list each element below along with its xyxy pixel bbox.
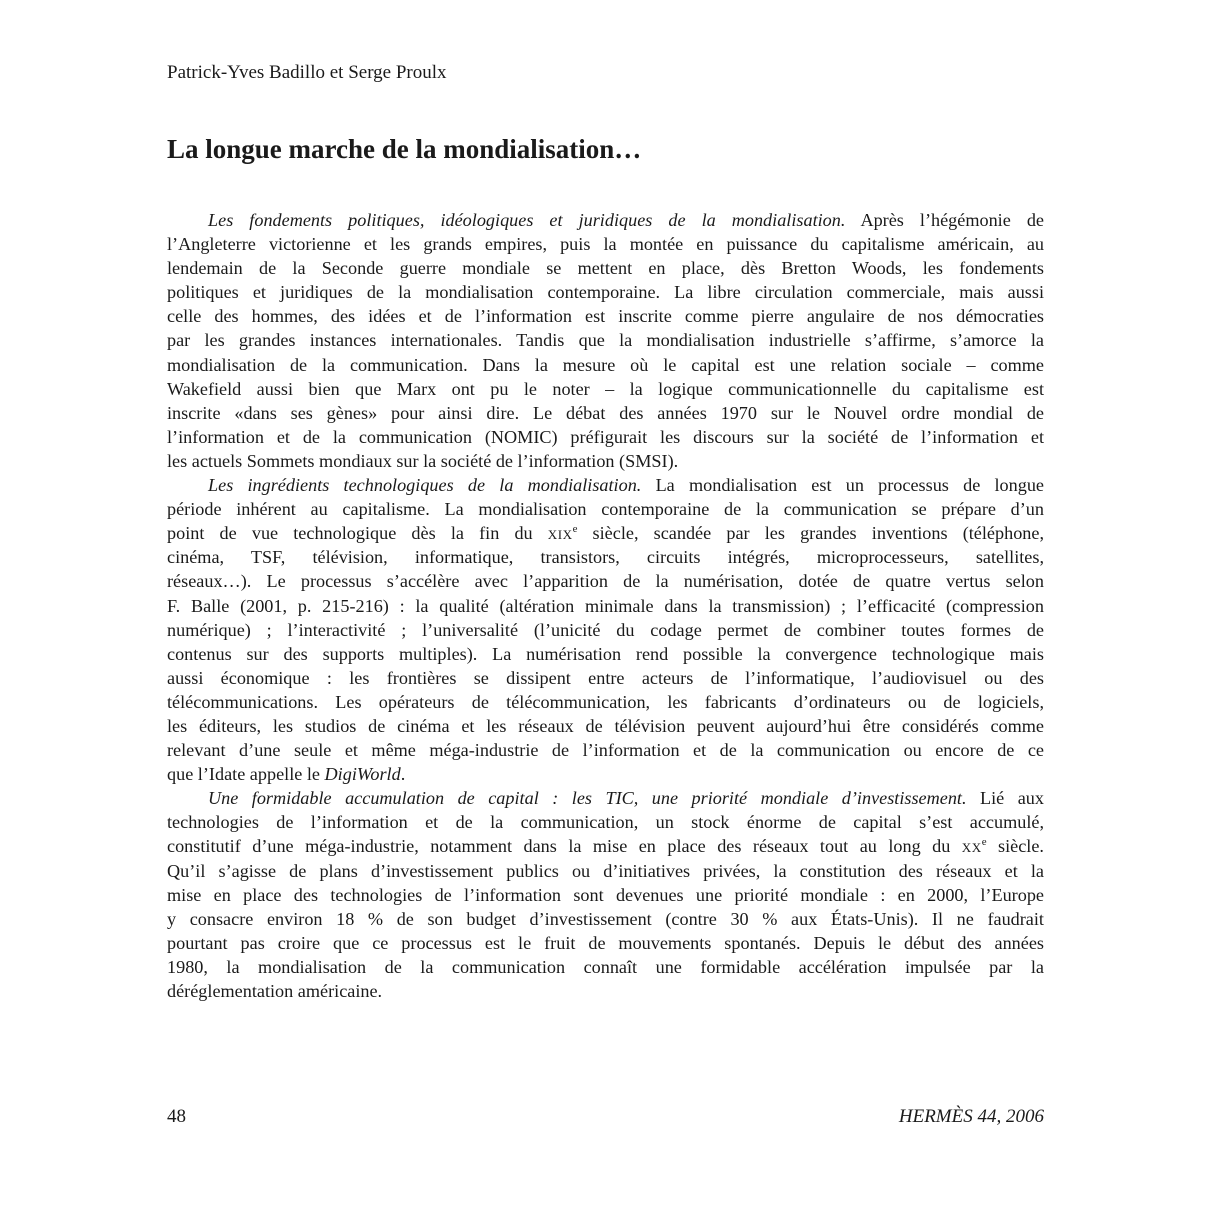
text-segment: aussi économique : les frontières se dissipent entre acteurs de l’informatique, l’audiovisuel ou des <box>167 667 1044 688</box>
text-segment: celle des hommes, des idées et de l’information est inscrite comme pierre angulaire de nos démocraties <box>167 306 1044 327</box>
text-segment: l’Angleterre victorienne et les grands empires, puis la montée en puissance du capitalisme américain, au <box>167 234 1044 255</box>
text-segment: Qu’il s’agisse de plans d’investissement publics ou d’initiatives privées, la constitution des réseaux et la <box>167 860 1044 881</box>
text-segment: déréglementation américaine. <box>167 981 383 1001</box>
text-segment: point de vue technologique dès la fin du <box>167 523 548 544</box>
text-line <box>167 401 1044 425</box>
paragraph <box>167 473 1044 786</box>
text-segment: numérique) ; l’interactivité ; l’universalité (l’unicité du codage permet de combiner toutes formes de <box>167 619 1044 640</box>
text-line <box>167 955 1044 979</box>
text-segment: contenus sur des supports multiples). La numérisation rend possible la convergence technologique mais <box>167 643 1044 664</box>
text-line <box>167 979 1044 1003</box>
text-line <box>167 425 1044 449</box>
text-segment: les éditeurs, les studios de cinéma et les réseaux de télévision peuvent aujourd’hui être considérés comme <box>167 715 1044 736</box>
text-line <box>167 545 1044 569</box>
text-line <box>167 642 1044 666</box>
text-line <box>167 304 1044 328</box>
text-segment: cinéma, TSF, télévision, informatique, transistors, circuits intégrés, microprocesseurs, satellites, <box>167 547 1044 568</box>
text-line <box>167 594 1044 618</box>
text-line <box>167 497 1044 521</box>
text-line <box>167 931 1044 955</box>
paragraph <box>167 786 1044 1003</box>
text-segment: XIX <box>547 527 573 543</box>
paragraph <box>167 208 1044 473</box>
text-line <box>167 473 1044 497</box>
text-segment: y consacre environ 18 % de son budget d’investissement (contre 30 % aux États-Unis). Il ne faudrait <box>167 908 1044 929</box>
text-segment: . <box>400 764 406 785</box>
italic-text: Les ingrédients technologiques de la mondialisation. <box>208 475 642 496</box>
text-line <box>167 569 1044 593</box>
running-header-author: Patrick-Yves Badillo et Serge Proulx <box>167 62 447 83</box>
text-segment: l’information et de la communication (NOMIC) préfigurait les discours sur la société de l’information et <box>167 426 1044 447</box>
text-segment: e <box>572 523 578 536</box>
text-segment: réseaux…). Le processus s’accélère avec l’apparition de la numérisation, dotée de quatre vertus selon <box>167 571 1044 592</box>
italic-text: Une formidable accumulation de capital : les TIC, une priorité mondiale d’investissement. <box>208 788 967 809</box>
text-segment: siècle. <box>986 836 1044 857</box>
text-segment: siècle, scandée par les grandes inventions (téléphone, <box>577 523 1044 544</box>
text-segment: mondialisation de la communication. Dans la mesure où le capital est une relation sociale – comme <box>167 354 1044 375</box>
text-segment: Après l’hégémonie de <box>845 210 1044 230</box>
text-line <box>167 280 1044 304</box>
text-segment: inscrite «dans ses gènes» pour ainsi dire. Le débat des années 1970 sur le Nouvel ordre mondial de <box>167 402 1044 423</box>
text-line <box>167 714 1044 738</box>
text-line <box>167 328 1044 352</box>
text-line <box>167 859 1044 883</box>
text-line <box>167 738 1044 762</box>
text-line <box>167 810 1044 834</box>
text-line <box>167 762 1044 786</box>
text-segment: Wakefield aussi bien que Marx ont pu le noter – la logique communicationnelle du capitalisme est <box>167 378 1044 399</box>
italic-text: DigiWorld <box>324 764 401 785</box>
body-text <box>167 208 1044 1003</box>
text-segment: La mondialisation est un processus de longue <box>641 475 1044 496</box>
text-line <box>167 353 1044 377</box>
italic-text: Les fondements politiques, idéologiques et juridiques de la mondialisation. <box>208 210 846 230</box>
text-line <box>167 690 1044 714</box>
text-line <box>167 232 1044 256</box>
text-segment: télécommunications. Les opérateurs de télécommunication, les fabricants d’ordinateurs ou de logiciels, <box>167 691 1044 712</box>
text-segment: par les grandes instances internationales. Tandis que la mondialisation industrielle s’affirme, s’amorce la <box>167 330 1044 351</box>
text-line <box>167 521 1044 545</box>
text-segment: les actuels Sommets mondiaux sur la société de l’information (SMSI). <box>167 450 679 471</box>
text-segment: période inhérent au capitalisme. La mondialisation contemporaine de la communication se prépare d’un <box>167 499 1044 520</box>
text-line <box>167 883 1044 907</box>
page-number: 48 <box>167 1106 186 1127</box>
text-segment: e <box>981 836 987 849</box>
text-line <box>167 256 1044 280</box>
text-segment: pourtant pas croire que ce processus est le fruit de mouvements spontanés. Depuis le début des années <box>167 932 1044 953</box>
text-line <box>167 449 1044 473</box>
text-segment: politiques et juridiques de la mondialisation contemporaine. La libre circulation commerciale, mais aussi <box>167 282 1044 303</box>
text-segment: constitutif d’une méga-industrie, notamment dans la mise en place des réseaux tout au long du <box>167 836 962 857</box>
text-segment: relevant d’une seule et même méga-industrie de l’information et de la communication ou encore de ce <box>167 740 1044 761</box>
text-segment: technologies de l’information et de la communication, un stock énorme de capital s’est accumulé, <box>167 812 1044 833</box>
text-segment: que l’Idate appelle le <box>167 764 325 785</box>
text-line <box>167 377 1044 401</box>
text-line <box>167 834 1044 858</box>
text-segment: Lié aux <box>966 788 1044 809</box>
text-segment: lendemain de la Seconde guerre mondiale se mettent en place, dès Bretton Woods, les fondements <box>167 258 1044 279</box>
journal-citation: HERMÈS 44, 2006 <box>898 1106 1044 1127</box>
text-segment: 1980, la mondialisation de la communication connaît une formidable accélération impulsée par la <box>167 956 1044 977</box>
text-segment: XX <box>961 840 982 856</box>
text-line <box>167 907 1044 931</box>
text-line <box>167 208 1044 232</box>
text-segment: mise en place des technologies de l’information sont devenues une priorité mondiale : en 2000, l’Europe <box>167 884 1044 905</box>
text-line <box>167 618 1044 642</box>
text-line <box>167 786 1044 810</box>
section-title: La longue marche de la mondialisation… <box>167 134 642 164</box>
text-segment: F. Balle (2001, p. 215-216) : la qualité (altération minimale dans la transmission) ; l’efficacité (compression <box>167 595 1044 616</box>
text-line <box>167 666 1044 690</box>
